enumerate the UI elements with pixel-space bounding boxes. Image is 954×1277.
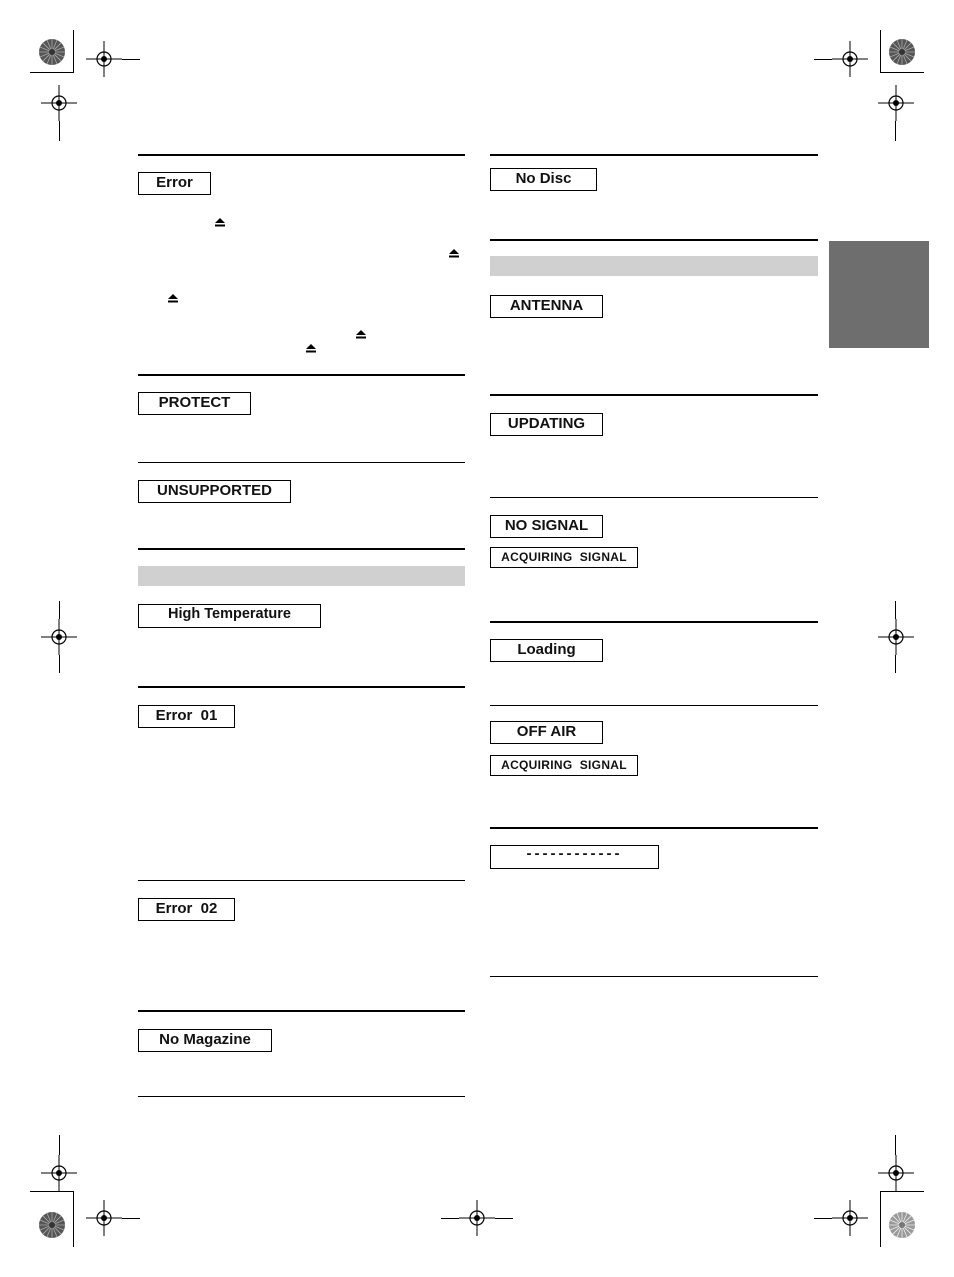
crop-line [59, 1135, 60, 1155]
crop-line [814, 59, 832, 60]
section-divider [490, 621, 818, 623]
crop-line [895, 1135, 896, 1155]
off-air-label: OFF AIR [490, 721, 603, 744]
section-header-band [138, 566, 465, 586]
crop-line [73, 30, 74, 73]
section-divider [490, 827, 818, 829]
error-label: Error [138, 172, 211, 195]
registration-mark-icon [41, 1155, 77, 1191]
crop-line [30, 1191, 74, 1192]
registration-mark-icon [41, 619, 77, 655]
registration-mark-icon [86, 41, 122, 77]
crop-line [880, 1191, 881, 1247]
registration-mark-icon [86, 1200, 122, 1236]
no-disc-label: No Disc [490, 168, 597, 191]
registration-mark-icon [459, 1200, 495, 1236]
section-header-band [490, 256, 818, 276]
crop-line [895, 601, 896, 619]
registration-mark-icon [878, 85, 914, 121]
crop-line [122, 59, 140, 60]
crop-line [495, 1218, 513, 1219]
updating-label: UPDATING [490, 413, 603, 436]
crop-line [59, 601, 60, 619]
registration-mark-icon [832, 1200, 868, 1236]
registration-mark-icon [878, 1155, 914, 1191]
side-section-tab [829, 241, 929, 348]
high-temperature-label: High Temperature [138, 604, 321, 628]
acquiring-signal-label: ACQUIRING SIGNAL [490, 755, 638, 776]
crop-line [880, 1191, 924, 1192]
crop-line [880, 30, 881, 73]
section-divider [138, 154, 465, 156]
unsupported-label: UNSUPPORTED [138, 480, 291, 503]
section-divider [138, 548, 465, 550]
no-magazine-label: No Magazine [138, 1029, 272, 1052]
color-wheel-icon [888, 1211, 916, 1239]
crop-line [30, 72, 74, 73]
registration-mark-icon [41, 85, 77, 121]
eject-icon [306, 344, 316, 353]
crop-line [895, 121, 896, 141]
section-divider [138, 880, 465, 881]
crop-line [441, 1218, 459, 1219]
section-divider [138, 462, 465, 463]
section-divider [490, 394, 818, 396]
registration-mark-icon [878, 619, 914, 655]
error-02-label: Error 02 [138, 898, 235, 921]
registration-mark-icon [832, 41, 868, 77]
acquiring-signal-label: ACQUIRING SIGNAL [490, 547, 638, 568]
section-divider [490, 154, 818, 156]
error-01-label: Error 01 [138, 705, 235, 728]
eject-icon [356, 330, 366, 339]
eject-icon [168, 294, 178, 303]
color-wheel-icon [888, 38, 916, 66]
eject-icon [215, 218, 225, 227]
section-divider [138, 1010, 465, 1012]
crop-line [73, 1191, 74, 1247]
crop-line [122, 1218, 140, 1219]
section-divider [490, 497, 818, 498]
section-divider [138, 374, 465, 376]
dashes-label: ------------ [490, 845, 659, 869]
section-divider [138, 1096, 465, 1097]
crop-line [814, 1218, 832, 1219]
crop-line [880, 72, 924, 73]
section-divider [490, 976, 818, 977]
antenna-label: ANTENNA [490, 295, 603, 318]
color-wheel-icon [38, 38, 66, 66]
loading-label: Loading [490, 639, 603, 662]
no-signal-label: NO SIGNAL [490, 515, 603, 538]
crop-line [59, 655, 60, 673]
section-divider [490, 239, 818, 241]
section-divider [490, 705, 818, 706]
color-wheel-icon [38, 1211, 66, 1239]
crop-line [59, 121, 60, 141]
crop-line [895, 655, 896, 673]
protect-label: PROTECT [138, 392, 251, 415]
eject-icon [449, 249, 459, 258]
section-divider [138, 686, 465, 688]
